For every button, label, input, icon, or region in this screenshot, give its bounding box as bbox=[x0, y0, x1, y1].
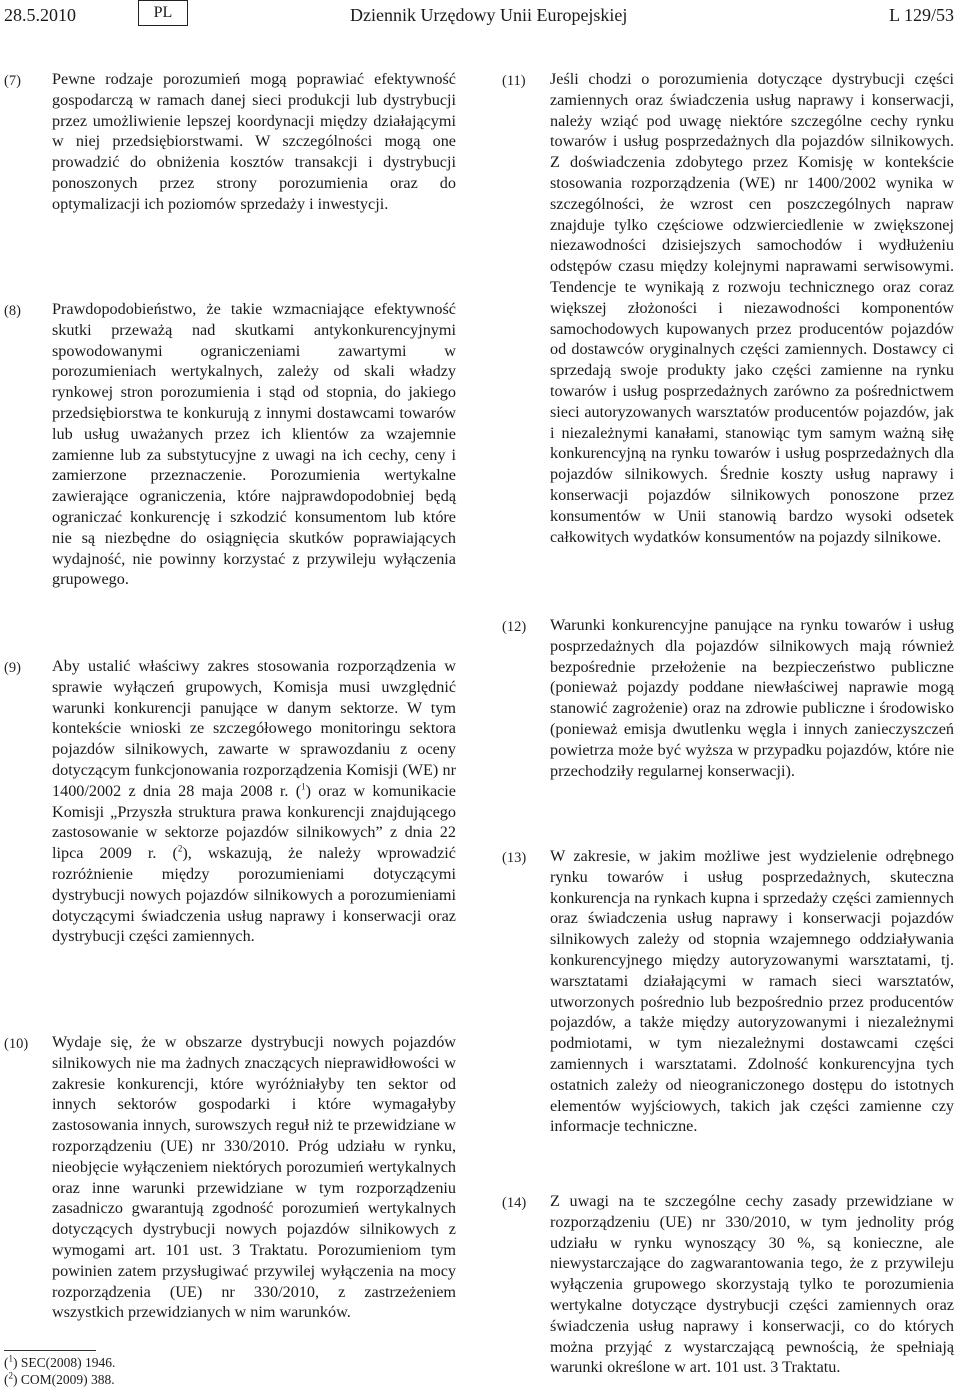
recital-7: Pewne rodzaje porozumień mogą poprawiać efektywność gospodarczą w ramach danej sieci produkcji lub dystrybucji przez umożliwienie lepszej koordynacji między działającymi w niej przedsiębiorstwami. W szczególności mogą one prowadzić do obniżenia kosztów transakcji i dystrybucji ponoszonych przez strony porozumienia oraz do optymalizacji ich poziomów sprzedaży i inwestycji. bbox=[52, 70, 456, 213]
paragraph-number: (9) bbox=[4, 660, 21, 676]
paragraph-number: (14) bbox=[502, 1195, 527, 1211]
paragraph-number: (10) bbox=[4, 1036, 29, 1052]
recital-14: Z uwagi na te szczególne cechy zasady przewidziane w rozporządzeniu (UE) nr 330/2010, w tym jednolity próg udziału w rynku wynoszący 30 %, są konieczne, ale niewystarczające do zagwarantowania tego, że z przywileju wyłączenia grupowego skorzystają tylko te porozumienia wertykalne dotyczące dystrybucji części zamiennych oraz świadczenia usług naprawy i konserwacji, co do których można przyjąć z wystarczającą pewnością, że spełniają warunki określone w art. 101 ust. 3 Traktatu. bbox=[550, 1192, 954, 1377]
page-reference: L 129/53 bbox=[889, 5, 954, 25]
footnote-divider bbox=[4, 1350, 96, 1351]
footnote-ref[interactable]: 1 bbox=[301, 781, 306, 792]
paragraph-number: (11) bbox=[502, 73, 526, 89]
footnote-mark: 2 bbox=[8, 1370, 13, 1381]
footnote-mark: 1 bbox=[8, 1353, 13, 1364]
paragraph-number: (7) bbox=[4, 73, 21, 89]
recital-11: Jeśli chodzi o porozumienia dotyczące dystrybucji części zamiennych oraz świadczenia usług naprawy i konserwacji, należy wziąć pod uwagę niektóre szczególne cechy rynku towarów i usług posprzedażnych dla pojazdów silnikowych. Z doświadczenia zdobytego przez Komisję w kontekście stosowania rozporządzenia (WE) nr 1400/2002 wynika w szczególności, że wzrost cen poszczególnych napraw znajduje tylko częściowe odzwierciedlenie w zwiększonej niezawodności dzisiejszych samochodów i wydłużeniu odstępów czasu między kolejnymi naprawami serwisowymi. Tendencje te wynikają z rozwoju technicznego oraz coraz większej złożoności i niezawodności komponentów samochodowych kupowanych przez producentów pojazdów od dostawców oryginalnych części zamiennych. Dostawcy ci sprzedają swoje produkty jako części zamienne na rynku towarów i usług posprzedażnych zarówno za pośrednictwem sieci autoryzowanych warsztatów producentów pojazdów, jak i niezależnymi kanałami, stanowiąc tym samym ważną siłę konkurencyjną na rynku towarów i usług posprzedażnych dla pojazdów silnikowych. Średnie koszty usług naprawy i konserwacji pojazdów silnikowych ponoszone przez konsumentów w Unii stanowią bardzo wysoki odsetek całkowitych wydatków konsumentów na pojazdy silnikowe. bbox=[550, 70, 954, 546]
page-header bbox=[0, 0, 960, 40]
journal-title: Dziennik Urzędowy Unii Europejskiej bbox=[350, 5, 628, 25]
footnote-ref[interactable]: 2 bbox=[177, 843, 183, 854]
language-badge: PL bbox=[138, 0, 188, 26]
recital-12: Warunki konkurencyjne panujące na rynku towarów i usług posprzedażnych dla pojazdów silnikowych mają również bezpośrednie przełożenie na bezpieczeństwo publiczne (ponieważ pojazdy poddane niewłaściwej naprawie mogą stanowić zagrożenie) oraz na zdrowie publiczne i środowisko (ponieważ emisja dwutlenku węgla i innych zanieczyszczeń powietrza może być wyższa w przypadku pojazdów, które nie przechodziły regularnej konserwacji). bbox=[550, 616, 954, 780]
recital-13: W zakresie, w jakim możliwe jest wydzielenie odrębnego rynku towarów i usług posprzedażnych, skuteczna konkurencja na rynkach kupna i sprzedaży części zamiennych oraz świadczenia usług naprawy i konserwacji pojazdów silnikowych zależy od stopnia wzajemnego oddziaływania konkurencyjnego między autoryzowanymi warsztatami, tj. warsztatami działającymi w ramach sieci warsztatów, utworzonych pośrednio lub bezpośrednio przez producentów pojazdów, a także między autoryzowanymi i niezależnymi podmiotami, w tym niezależnymi dostawcami części zamiennych i warsztatami. Zdolność konkurencyjna tych ostatnich zależy od nieograniczonego dostępu do istotnych elementów wyjściowych, takich jak części zamienne czy informacje techniczne. bbox=[550, 847, 954, 1136]
footnote: ($^2$) COM(2009) 388. bbox=[4, 1370, 115, 1387]
footnote: ($^1$) SEC(2008) 1946. bbox=[4, 1353, 116, 1370]
paragraph-number: (8) bbox=[4, 303, 21, 319]
recital-9-text: Aby ustalić właściwy zakres stosowania rozporządzenia w sprawie wyłączeń grupowych, Komisja musi uwzględnić warunki konkurencji panujące w danym sektorze. W tym kontekście wnioski ze szczegółowego monitoringu sektora pojazdów silnikowych, zawarte w sprawozdaniu z oceny dotyczącym funkcjonowania rozporządzenia Komisji (WE) nr 1400/2002 z dnia 28 maja 2008 r. ( bbox=[52, 657, 456, 800]
paragraph-number: (13) bbox=[502, 850, 527, 866]
recital-9-text: ) oraz w komunikacie Komisji „Przyszła struktura prawa konkurencji znajdującego zastosowanie w sektorze pojazdów silnikowych” z dnia 22 lipca 2009 r. ( bbox=[52, 781, 456, 863]
publication-date: 28.5.2010 bbox=[4, 5, 76, 25]
footnote-text: COM(2009) 388. bbox=[20, 1372, 115, 1387]
paragraph-number: (12) bbox=[502, 619, 527, 635]
recital-8: Prawdopodobieństwo, że takie wzmacniające efektywność skutki przeważą nad skutkami antykonkurencyjnymi spowodowanymi ograniczeniami zawartymi w porozumieniach wertykalnych, zależy od skali władzy rynkowej stron porozumienia i stąd od stopnia, do jakiego przedsiębiorstwa te konkurują z innymi dostawcami towarów lub usług uważanych przez ich klientów za wzajemnie zamienne lub za substytucyjne z uwagi na ich cechy, ceny i zamierzone przeznaczenie. Porozumienia wertykalne zawierające ograniczenia, które najprawdopodobniej będą ograniczać konkurencję i szkodzić konsumentom lub które nie są niezbędne do osiągnięcia skutków poprawiających wydajność, nie powinny korzystać z przywileju wyłączenia grupowego. bbox=[52, 300, 456, 589]
footnote-text: SEC(2008) 1946. bbox=[20, 1355, 116, 1370]
recital-9-text: ), wskazują, że należy wprowadzić rozróżnienie między porozumieniami dotyczącymi dystrybucji nowych pojazdów silnikowych a porozumieniami dotyczącymi świadczenia usług naprawy i konserwacji oraz dystrybucji części zamiennych. bbox=[52, 844, 456, 946]
recital-9 bbox=[52, 656, 456, 947]
recital-10: Wydaje się, że w obszarze dystrybucji nowych pojazdów silnikowych nie ma żadnych znaczących nieprawidłowości w zakresie konkurencji, które wyróżniałyby ten sektor od innych sektorów gospodarki i które wymagałyby zastosowania innych, surowszych reguł niż te przewidziane w rozporządzeniu (UE) nr 330/2010. Próg udziału w rynku, nieobjęcie wyłączeniem niektórych porozumień wertykalnych oraz inne warunki przewidziane w tym rozporządzeniu zasadniczo gwarantują zgodność porozumień wertykalnych dotyczących dystrybucji nowych pojazdów silnikowych z wymogami art. 101 ust. 3 Traktatu. Porozumieniom tym powinien zatem przysługiwać przywilej wyłączenia na mocy rozporządzenia (UE) nr 330/2010, z zastrzeżeniem wszystkich przewidzianych w nim warunków. bbox=[52, 1033, 456, 1322]
